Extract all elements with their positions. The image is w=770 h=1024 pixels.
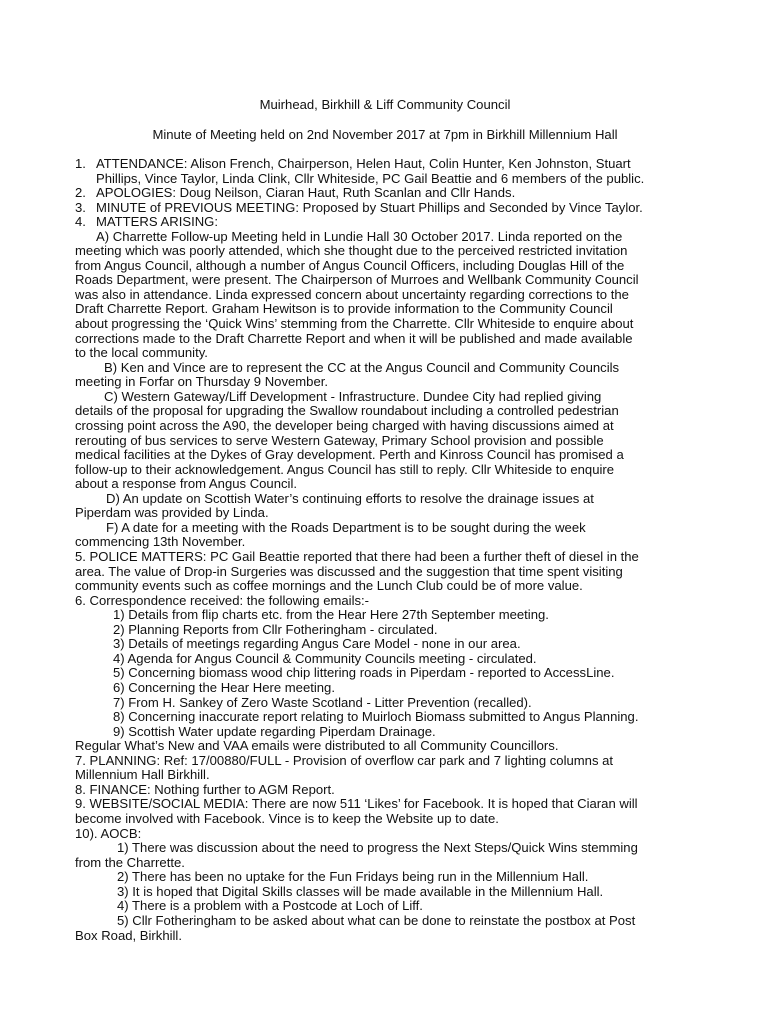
matters-d-line: Piperdam was provided by Linda. <box>75 505 269 520</box>
aocb-item: 4) There is a problem with a Postcode at Loch of Liff. <box>117 898 423 913</box>
matters-a-line: meeting which was poorly attended, which she thought due to the perceived restricted invitation <box>75 243 628 258</box>
website-line: become involved with Facebook. Vince is to keep the Website up to date. <box>75 811 499 826</box>
matters-c-line: crossing point across the A90, the developer being charged with having discussions aimed at <box>75 418 614 433</box>
aocb-item: 1) There was discussion about the need to progress the Next Steps/Quick Wins stemming <box>117 840 638 855</box>
aocb-item: 3) It is hoped that Digital Skills classes will be made available in the Millennium Hall. <box>117 884 604 899</box>
matters-b-line: meeting in Forfar on Thursday 9 November. <box>75 374 329 389</box>
correspondence-item: 8) Concerning inaccurate report relating to Muirloch Biomass submitted to Angus Planning. <box>113 709 639 724</box>
aocb-item: 2) There has been no uptake for the Fun Fridays being run in the Millennium Hall. <box>117 869 589 884</box>
item-number: 3. <box>75 200 86 215</box>
matters-a-line: corrections made to the Draft Charrette Report and when it will be published and made available <box>75 331 633 346</box>
matters-f-line: commencing 13th November. <box>75 534 246 549</box>
planning-line: Millennium Hall Birkhill. <box>75 767 210 782</box>
correspondence-item: 7) From H. Sankey of Zero Waste Scotland - Litter Prevention (recalled). <box>113 695 532 710</box>
correspondence-item: 9) Scottish Water update regarding Piperdam Drainage. <box>113 724 436 739</box>
matters-a-line: about progressing the ‘Quick Wins’ stemming from the Charrette. Cllr Whiteside to enquire about <box>75 316 634 331</box>
finance-line: 8. FINANCE: Nothing further to AGM Report. <box>75 782 335 797</box>
matters-a-line: Draft Charrette Report. Graham Hewitson is to provide information to the Community Council <box>75 301 613 316</box>
correspondence-item: 2) Planning Reports from Cllr Fotheringham - circulated. <box>113 622 438 637</box>
correspondence-item: 5) Concerning biomass wood chip littering roads in Piperdam - reported to AccessLine. <box>113 665 615 680</box>
matters-c-line: about a response from Angus Council. <box>75 476 297 491</box>
police-line: area. The value of Drop-in Surgeries was discussed and the suggestion that time spent visiting <box>75 564 623 579</box>
correspondence-item: 3) Details of meetings regarding Angus Care Model - none in our area. <box>113 636 521 651</box>
correspondence-item: 6) Concerning the Hear Here meeting. <box>113 680 335 695</box>
attendance-line-cont: Phillips, Vince Taylor, Linda Clink, Cllr Whiteside, PC Gail Beattie and 6 members of the public. <box>96 171 645 186</box>
matters-a-line: A) Charrette Follow-up Meeting held in Lundie Hall 30 October 2017. Linda reported on the <box>96 229 623 244</box>
planning-line: 7. PLANNING: Ref: 17/00880/FULL - Provision of overflow car park and 7 lighting columns at <box>75 753 614 768</box>
aocb-item: 5) Cllr Fotheringham to be asked about what can be done to reinstate the postbox at Post <box>117 913 636 928</box>
matters-a-line: Roads Department, were present. The Chairperson of Murroes and Wellbank Community Council <box>75 272 639 287</box>
matters-a-line: to the local community. <box>75 345 208 360</box>
item-number: 4. <box>75 214 86 229</box>
correspondence-heading: 6. Correspondence received: the following emails:- <box>75 593 370 608</box>
apologies-line: APOLOGIES: Doug Neilson, Ciaran Haut, Ruth Scanlan and Cllr Hands. <box>96 185 516 200</box>
matters-a-line: from Angus Council, although a number of Angus Council Officers, including Douglas Hill of the <box>75 258 625 273</box>
attendance-line: ATTENDANCE: Alison French, Chairperson, Helen Haut, Colin Hunter, Ken Johnston, Stuart <box>96 156 631 171</box>
item-number: 1. <box>75 156 86 171</box>
matters-c-line: medical facilities at the Dykes of Gray development. Perth and Kinross Council has promised a <box>75 447 624 462</box>
correspondence-item: 1) Details from flip charts etc. from the Hear Here 27th September meeting. <box>113 607 549 622</box>
item-number: 2. <box>75 185 86 200</box>
matters-c-line: C) Western Gateway/Liff Development - Infrastructure. Dundee City had replied giving <box>104 389 602 404</box>
council-name: Muirhead, Birkhill & Liff Community Council <box>259 97 511 112</box>
correspondence-item: 4) Agenda for Angus Council & Community Councils meeting - circulated. <box>113 651 537 666</box>
meeting-line: Minute of Meeting held on 2nd November 2017 at 7pm in Birkhill Millennium Hall <box>152 127 618 142</box>
correspondence-footer: Regular What’s New and VAA emails were distributed to all Community Councillors. <box>75 738 559 753</box>
matters-c-line: details of the proposal for upgrading the Swallow roundabout including a controlled pedestrian <box>75 403 619 418</box>
matters-c-line: follow-up to their acknowledgement. Angus Council has still to reply. Cllr Whiteside to enquire <box>75 462 615 477</box>
police-line: 5. POLICE MATTERS: PC Gail Beattie reported that there had been a further theft of diesel in the <box>75 549 639 564</box>
matters-d-line: D) An update on Scottish Water’s continuing efforts to resolve the drainage issues at <box>106 491 594 506</box>
aocb-heading: 10). AOCB: <box>75 826 142 841</box>
police-line: community events such as coffee mornings and the Lunch Club could be of more value. <box>75 578 583 593</box>
previous-minute-line: MINUTE of PREVIOUS MEETING: Proposed by Stuart Phillips and Seconded by Vince Taylor. <box>96 200 643 215</box>
aocb-item-cont: from the Charrette. <box>75 855 185 870</box>
matters-f-line: F) A date for a meeting with the Roads Department is to be sought during the week <box>106 520 586 535</box>
website-line: 9. WEBSITE/SOCIAL MEDIA: There are now 511 ‘Likes’ for Facebook. It is hoped that Ciaran will <box>75 796 638 811</box>
matters-arising-heading: MATTERS ARISING: <box>96 214 218 229</box>
matters-c-line: rerouting of bus services to serve Western Gateway, Primary School provision and possible <box>75 433 604 448</box>
matters-a-line: was also in attendance. Linda expressed concern about uncertainty regarding corrections to the <box>75 287 629 302</box>
matters-b-line: B) Ken and Vince are to represent the CC at the Angus Council and Community Councils <box>104 360 620 375</box>
aocb-item-cont: Box Road, Birkhill. <box>75 928 182 943</box>
